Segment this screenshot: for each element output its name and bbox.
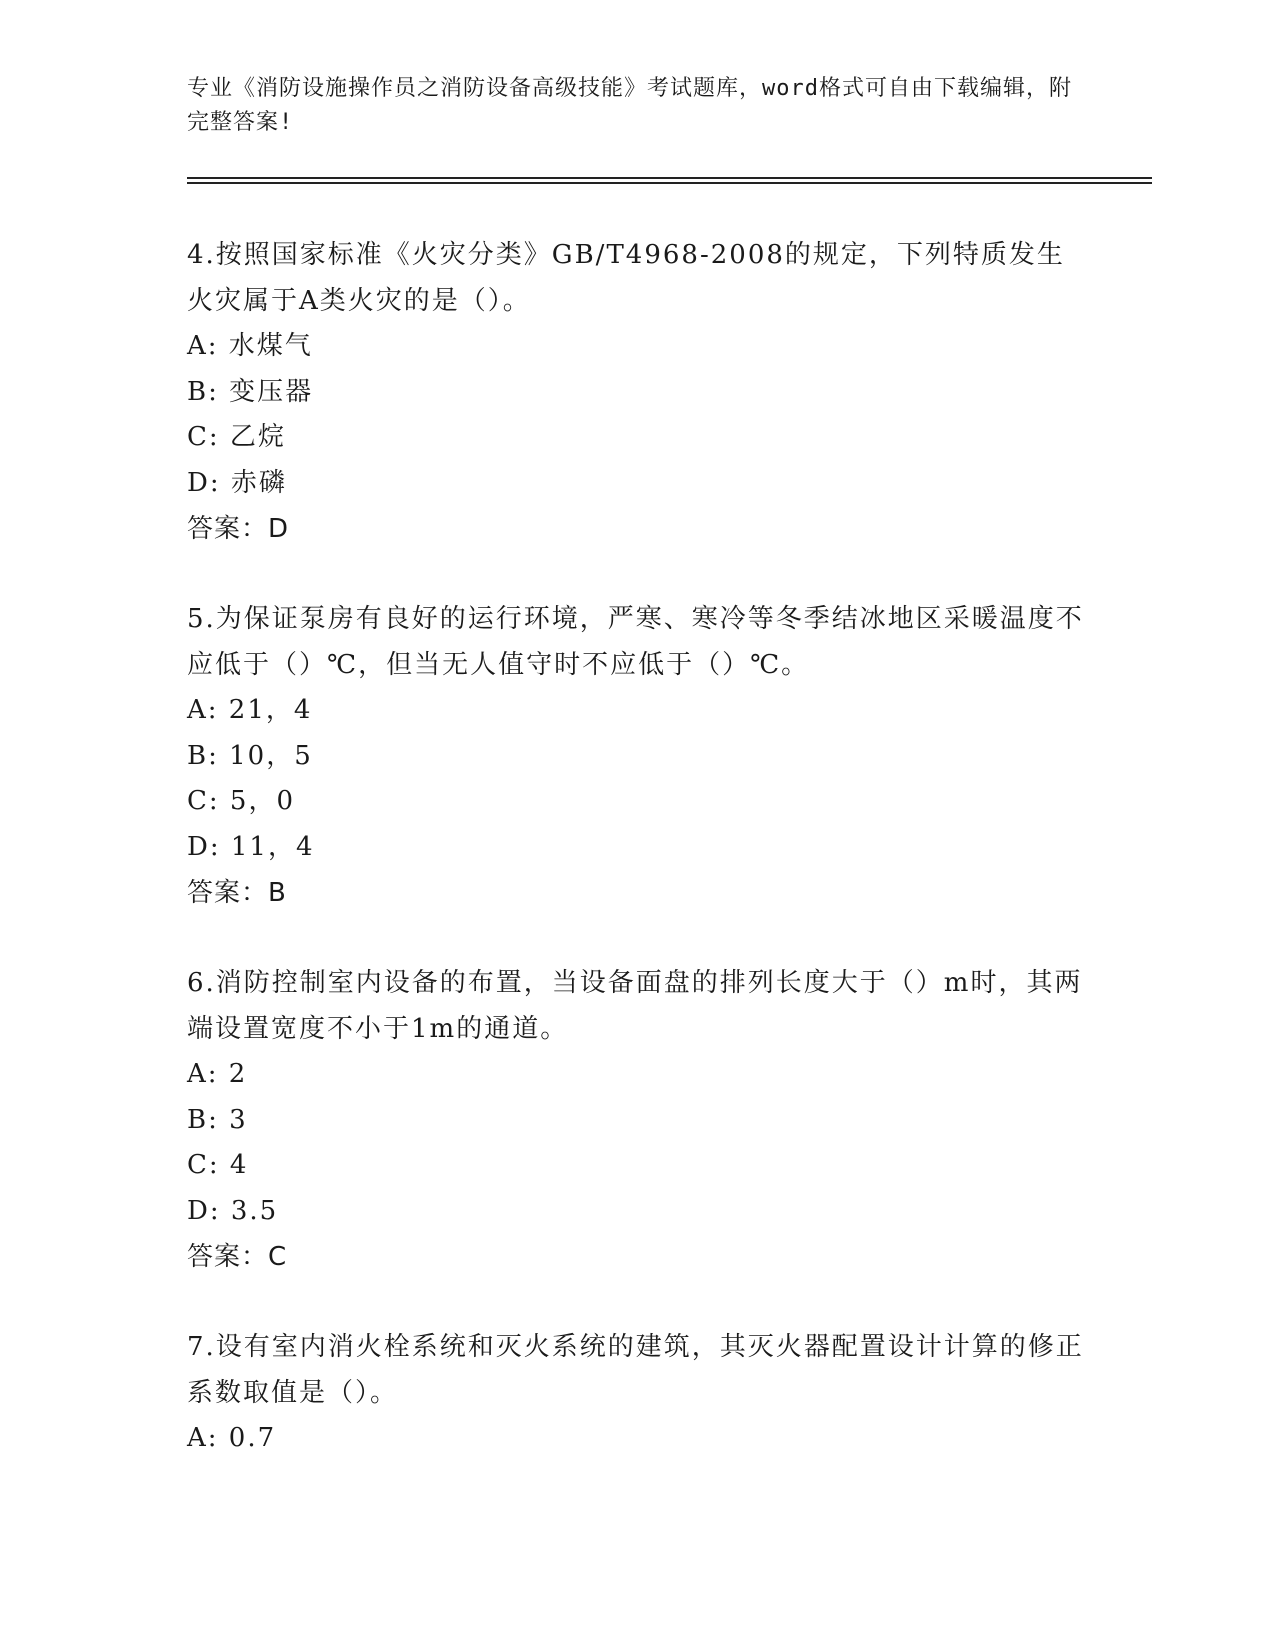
option-d: D: 11，4 [187,831,315,862]
question-stem: 4.按照国家标准《火灾分类》GB/T4968-2008的规定，下列特质发生火灾属于A类火灾的是（）。 [187,240,1065,316]
option-a: A: 水煤气 [187,331,313,361]
question-list [187,232,1087,1506]
option-b: B: 3 [187,1104,248,1135]
question-7 [187,1324,1087,1462]
question-stem: 7.设有室内消火栓系统和灭火系统的建筑，其灭火器配置设计计算的修正系数取值是（）。 [187,1332,1084,1408]
option-a: A: 0.7 [187,1423,277,1453]
option-c: C: 5，0 [187,786,296,816]
question-4 [187,232,1087,552]
question-6 [187,960,1087,1280]
option-a: A: 2 [187,1059,248,1089]
header-divider-bottom [187,182,1152,184]
option-b: B: 变压器 [187,376,314,407]
option-b: B: 10，5 [187,740,313,771]
answer-line: 答案：B [187,878,287,908]
option-a: A: 21，4 [187,695,313,725]
option-c: C: 4 [187,1150,249,1180]
answer-line: 答案：C [187,1242,288,1272]
header-divider-top [187,177,1152,179]
answer-line: 答案：D [187,514,290,544]
option-d: D: 赤磷 [187,467,287,498]
question-stem: 6.消防控制室内设备的布置，当设备面盘的排列长度大于（）m时，其两端设置宽度不小于1m的通道。 [187,968,1083,1044]
question-stem: 5.为保证泵房有良好的运行环境，严寒、寒冷等冬季结冰地区采暖温度不应低于（）℃，但当无人值守时不应低于（）℃。 [187,604,1084,680]
option-d: D: 3.5 [187,1195,279,1226]
question-5 [187,596,1087,916]
option-c: C: 乙烷 [187,422,286,452]
document-header: 专业《消防设施操作员之消防设备高级技能》考试题库，word格式可自由下载编辑，附完整答案! [187,76,1072,135]
